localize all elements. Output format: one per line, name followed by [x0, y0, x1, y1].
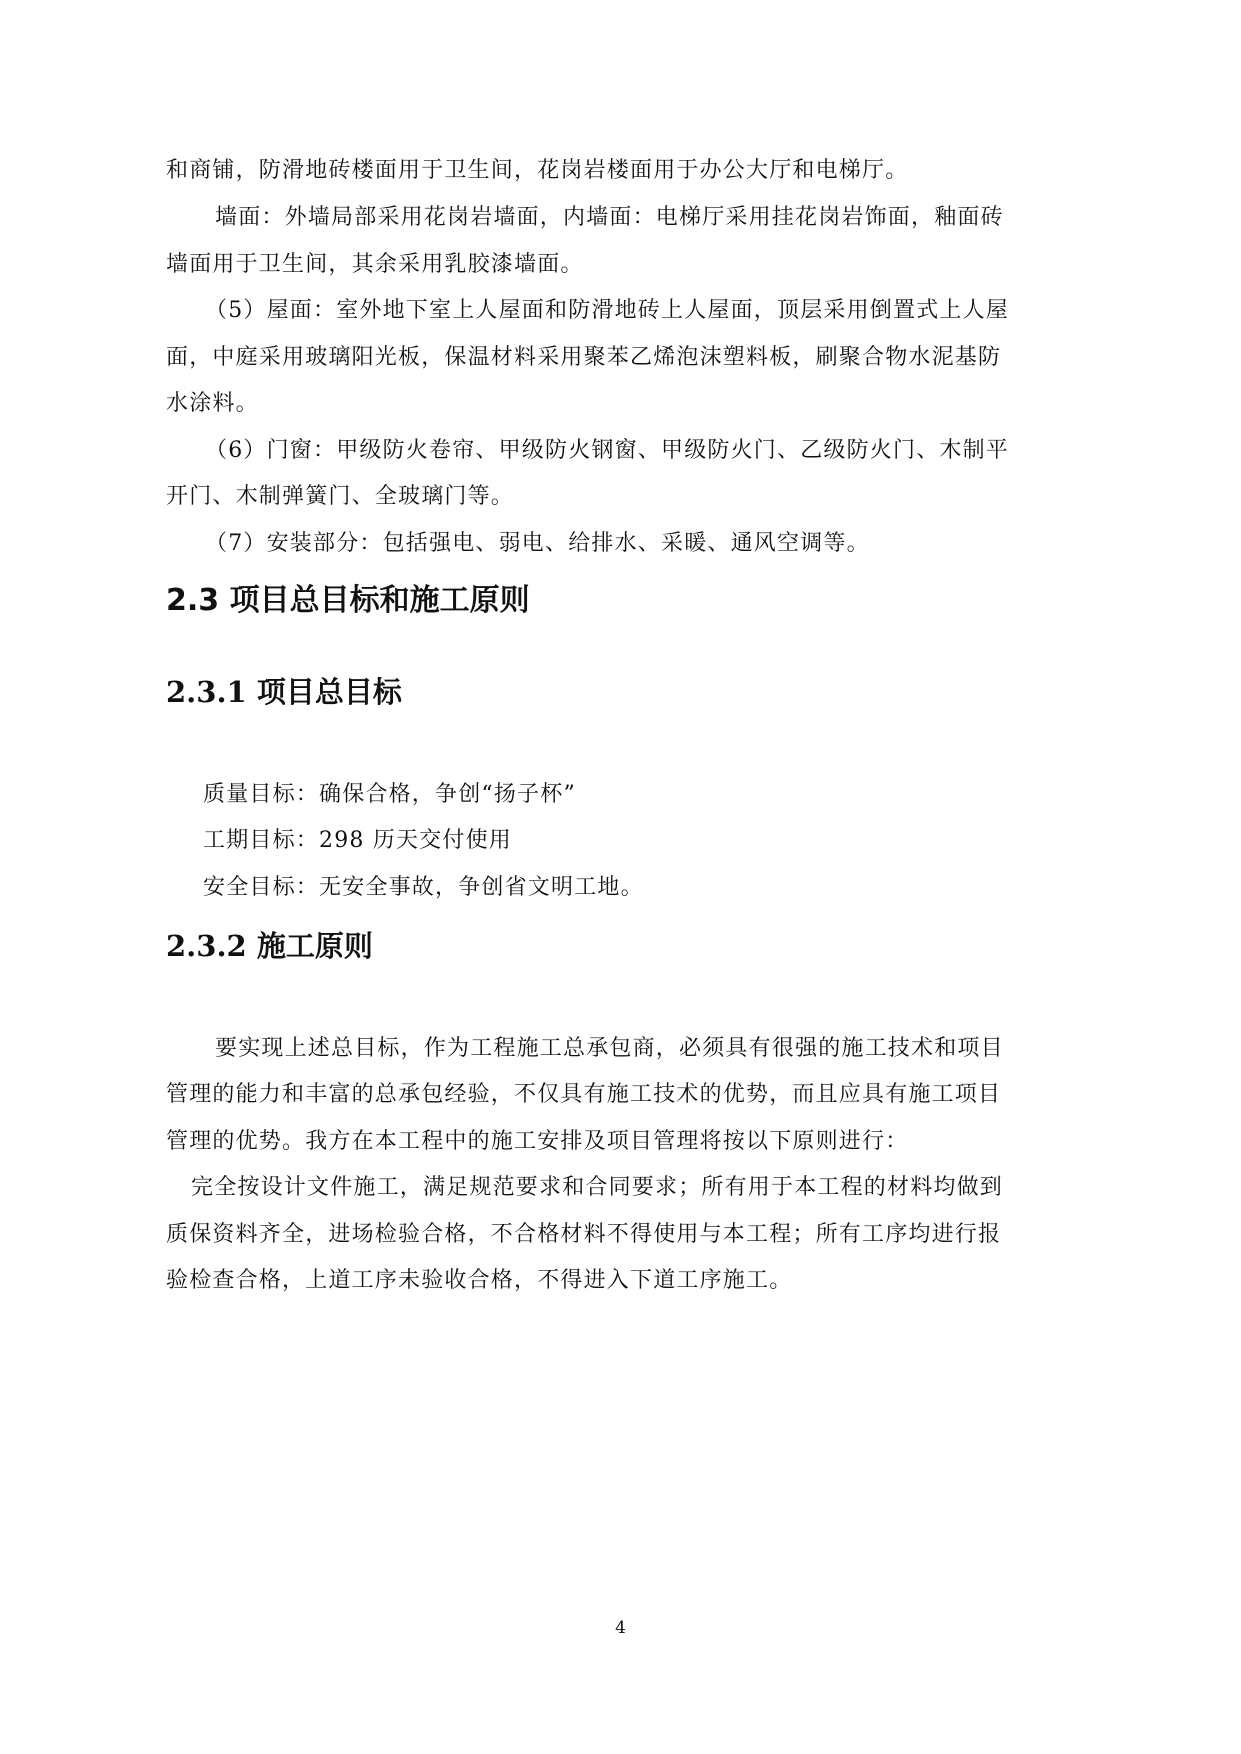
paragraph-line: 水涂料。 [166, 391, 259, 416]
paragraph-line: 面，中庭采用玻璃阳光板，保温材料采用聚苯乙烯泡沫塑料板，刷聚合物水泥基防 [166, 345, 1002, 370]
paragraph-line: （6）门窗：甲级防火卷帘、甲级防火钢窗、甲级防火门、乙级防火门、木制平 [205, 438, 1009, 463]
paragraph-line: 和商铺，防滑地砖楼面用于卫生间，花岗岩楼面用于办公大厅和电梯厅。 [166, 158, 909, 183]
section-heading-2-3-2: 2.3.2 施工原则 [166, 929, 373, 963]
goal-schedule: 工期目标：298 历天交付使用 [203, 828, 512, 853]
paragraph-line: 完全按设计文件施工，满足规范要求和合同要求；所有用于本工程的材料均做到 [191, 1175, 1004, 1200]
section-heading-2-3: 2.3 项目总目标和施工原则 [166, 583, 530, 618]
paragraph-line: 管理的优势。我方在本工程中的施工安排及项目管理将按以下原则进行： [166, 1129, 909, 1154]
paragraph-line: 开门、木制弹簧门、全玻璃门等。 [166, 484, 515, 509]
goal-safety: 安全目标：无安全事故，争创省文明工地。 [203, 875, 644, 900]
paragraph-line: 墙面：外墙局部采用花岗岩墙面，内墙面：电梯厅采用挂花岗岩饰面，釉面砖 [215, 205, 1004, 230]
paragraph-line: 验检查合格，上道工序未验收合格，不得进入下道工序施工。 [166, 1268, 793, 1293]
page-number: 4 [615, 1618, 626, 1638]
paragraph-line: 质保资料齐全，进场检验合格，不合格材料不得使用与本工程；所有工序均进行报 [166, 1222, 1002, 1247]
paragraph-line: 管理的能力和丰富的总承包经验，不仅具有施工技术的优势，而且应具有施工项目 [166, 1082, 1002, 1107]
section-heading-2-3-1: 2.3.1 项目总目标 [166, 675, 402, 709]
paragraph-line: （5）屋面：室外地下室上人屋面和防滑地砖上人屋面，顶层采用倒置式上人屋 [205, 298, 1009, 323]
paragraph-line: 墙面用于卫生间，其余采用乳胶漆墙面。 [166, 252, 584, 277]
paragraph-line: 要实现上述总目标，作为工程施工总承包商，必须具有很强的施工技术和项目 [215, 1036, 1004, 1061]
paragraph-line: （7）安装部分：包括强电、弱电、给排水、采暖、通风空调等。 [205, 531, 870, 556]
goal-quality: 质量目标：确保合格，争创“扬子杯” [203, 782, 576, 807]
